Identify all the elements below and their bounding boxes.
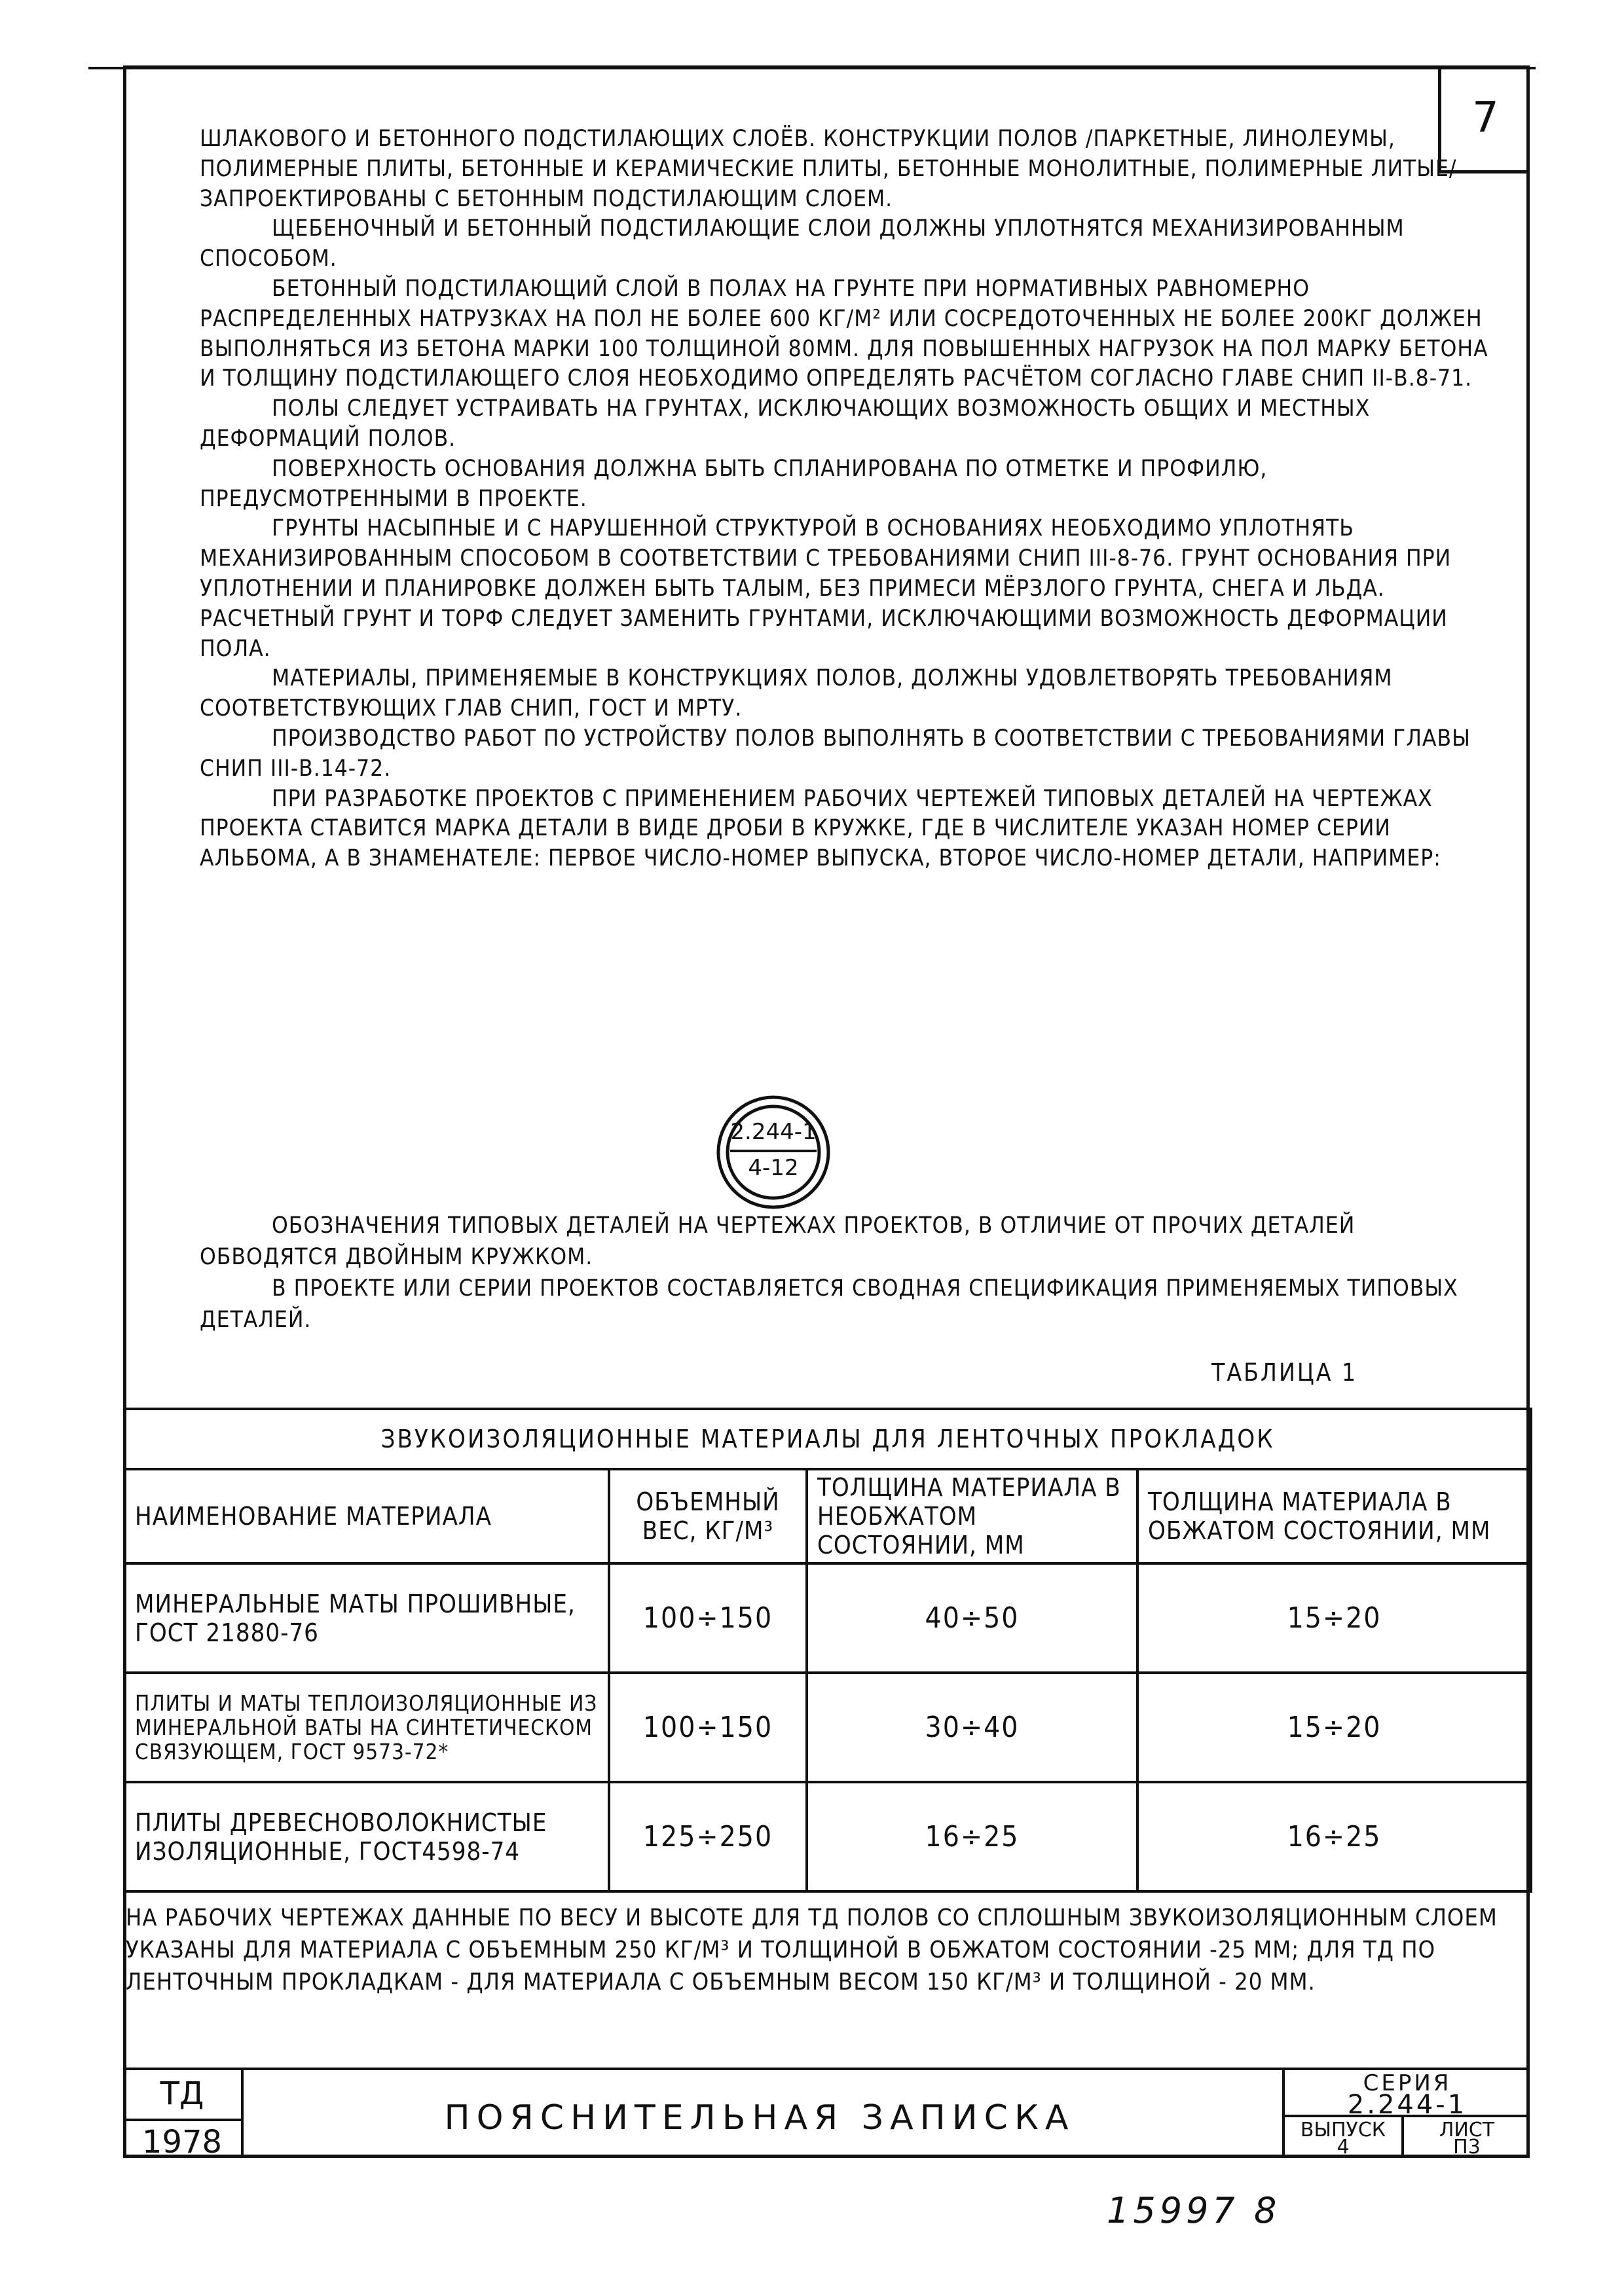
column-header: НАИМЕНОВАНИЕ МАТЕРИАЛА	[124, 1469, 609, 1563]
sheet-label: ЛИСТ	[1439, 2119, 1495, 2141]
table-cell: ПЛИТЫ И МАТЫ ТЕПЛОИЗОЛЯЦИОННЫЕ ИЗ МИНЕРАЛЬНОЙ ВАТЫ НА СИНТЕТИЧЕСКОМ СВЯЗУЮЩЕМ, ГОСТ 9573-72*	[124, 1673, 609, 1782]
materials-table	[123, 1408, 1530, 1893]
note-paragraph: НА РАБОЧИХ ЧЕРТЕЖАХ ДАННЫЕ ПО ВЕСУ И ВЫСОТЕ ДЛЯ ТД ПОЛОВ СО СПЛОШНЫМ ЗВУКОИЗОЛЯЦИОННЫМ СЛОЕМ УКАЗАНЫ ДЛЯ МАТЕРИАЛА С ОБЪЕМНЫМ 250 КГ/М³ И ТОЛЩИНОЙ В ОБЖАТОМ СОСТОЯНИИ -25 ММ; ДЛЯ ТД ПО ЛЕНТОЧНЫМ ПРОКЛАДКАМ - ДЛЯ МАТЕРИАЛА С ОБЪЕМНЫМ ВЕСОМ 150 КГ/М³ И ТОЛЩИНОЙ - 20 ММ.	[126, 1904, 1498, 1995]
double-circle-icon	[716, 1095, 831, 1210]
mark-numerator: 2.244-1	[730, 1119, 817, 1145]
footer-number: 15997 8	[1107, 2190, 1281, 2231]
table-cell: 16÷25	[807, 1782, 1137, 1891]
paragraph: В ПРОЕКТЕ ИЛИ СЕРИИ ПРОЕКТОВ СОСТАВЛЯЕТСЯ СВОДНАЯ СПЕЦИФИКАЦИЯ ПРИМЕНЯЕМЫХ ТИПОВЫХ ДЕТАЛЕЙ.	[200, 1275, 1466, 1333]
column-header: ТОЛЩИНА МАТЕРИАЛА В НЕОБЖАТОМ СОСТОЯНИИ, ММ	[807, 1469, 1137, 1563]
column-header: ОБЪЕМНЫЙ ВЕС, КГ/М³	[609, 1469, 807, 1563]
sheet-value: П3	[1453, 2136, 1481, 2159]
sheet-number: 7	[1438, 65, 1530, 173]
table-cell: 100÷150	[609, 1563, 807, 1673]
issue-label: ВЫПУСК	[1300, 2119, 1386, 2141]
note-text	[126, 1902, 1521, 1998]
table-label: ТАБЛИЦА 1	[1211, 1358, 1358, 1387]
paragraph: ПРОИЗВОДСТВО РАБОТ ПО УСТРОЙСТВУ ПОЛОВ ВЫПОЛНЯТЬ В СООТВЕТСТВИИ С ТРЕБОВАНИЯМИ ГЛАВЫ СНИП III-В.14-72.	[200, 725, 1478, 782]
table-cell: 100÷150	[609, 1673, 807, 1782]
stamp-year: 1978	[141, 2124, 223, 2160]
mark-denominator: 4-12	[748, 1155, 799, 1181]
table-row	[124, 1782, 1531, 1891]
body-text-2	[200, 1210, 1496, 1336]
table-cell: ПЛИТЫ ДРЕВЕСНОВОЛОКНИСТЫЕ ИЗОЛЯЦИОННЫЕ, ГОСТ4598-74	[124, 1782, 609, 1891]
paragraph: ЩЕБЕНОЧНЫЙ И БЕТОННЫЙ ПОДСТИЛАЮЩИЕ СЛОИ ДОЛЖНЫ УПЛОТНЯТСЯ МЕХАНИЗИРОВАННЫМ СПОСОБОМ.	[200, 215, 1412, 272]
paragraph: ПОВЕРХНОСТЬ ОСНОВАНИЯ ДОЛЖНА БЫТЬ СПЛАНИРОВАНА ПО ОТМЕТКЕ И ПРОФИЛЮ, ПРЕДУСМОТРЕННЫМИ В ПРОЕКТЕ.	[200, 455, 1275, 512]
paragraph: ГРУНТЫ НАСЫПНЫЕ И С НАРУШЕННОЙ СТРУКТУРОЙ В ОСНОВАНИЯХ НЕОБХОДИМО УПЛОТНЯТЬ МЕХАНИЗИРОВАННЫМ СПОСОБОМ В СООТВЕТСТВИИ С ТРЕБОВАНИЯМИ СНИП III-8-76. ГРУНТ ОСНОВАНИЯ ПРИ УПЛОТНЕНИИ И ПЛАНИРОВКЕ ДОЛЖЕН БЫТЬ ТАЛЫМ, БЕЗ ПРИМЕСИ МЁРЗЛОГО ГРУНТА, СНЕГА И ЛЬДА. РАСЧЕТНЫЙ ГРУНТ И ТОРФ СЛЕДУЕТ ЗАМЕНИТЬ ГРУНТАМИ, ИСКЛЮЧАЮЩИМИ ВОЗМОЖНОСТЬ ДЕФОРМАЦИИ ПОЛА.	[200, 515, 1459, 662]
body-text	[200, 124, 1496, 874]
issue-value: 4	[1337, 2136, 1350, 2159]
paragraph: ПРИ РАЗРАБОТКЕ ПРОЕКТОВ С ПРИМЕНЕНИЕМ РАБОЧИХ ЧЕРТЕЖЕЙ ТИПОВЫХ ДЕТАЛЕЙ НА ЧЕРТЕЖАХ ПРОЕКТА СТАВИТСЯ МАРКА ДЕТАЛИ В ВИДЕ ДРОБИ В КРУЖКЕ, ГДЕ В ЧИСЛИТЕЛЕ УКАЗАН НОМЕР СЕРИИ АЛЬБОМА, А В ЗНАМЕНАТЕЛЕ: ПЕРВОЕ ЧИСЛО-НОМЕР ВЫПУСКА, ВТОРОЕ ЧИСЛО-НОМЕР ДЕТАЛИ, НАПРИМЕР:	[200, 785, 1441, 872]
column-header: ТОЛЩИНА МАТЕРИАЛА В ОБЖАТОМ СОСТОЯНИИ, ММ	[1137, 1469, 1531, 1563]
table-caption: ЗВУКОИЗОЛЯЦИОННЫЕ МАТЕРИАЛЫ ДЛЯ ЛЕНТОЧНЫХ ПРОКЛАДОК	[124, 1409, 1531, 1469]
table-cell: 30÷40	[807, 1673, 1137, 1782]
paragraph: ПОЛЫ СЛЕДУЕТ УСТРАИВАТЬ НА ГРУНТАХ, ИСКЛЮЧАЮЩИХ ВОЗМОЖНОСТЬ ОБЩИХ И МЕСТНЫХ ДЕФОРМАЦИЙ ПОЛОВ.	[200, 395, 1378, 452]
table-cell: МИНЕРАЛЬНЫЕ МАТЫ ПРОШИВНЫЕ, ГОСТ 21880-76	[124, 1563, 609, 1673]
series-value: 2.244-1	[1347, 2090, 1467, 2120]
stamp-code: ТД	[160, 2075, 204, 2112]
table-cell: 15÷20	[1137, 1563, 1531, 1673]
table-cell: 125÷250	[609, 1782, 807, 1891]
paragraph: МАТЕРИАЛЫ, ПРИМЕНЯЕМЫЕ В КОНСТРУКЦИЯХ ПОЛОВ, ДОЛЖНЫ УДОВЛЕТВОРЯТЬ ТРЕБОВАНИЯМ СООТВЕТСТВУЮЩИХ ГЛАВ СНИП, ГОСТ И МРТУ.	[200, 665, 1400, 722]
table-cell: 15÷20	[1137, 1673, 1531, 1782]
detail-mark-example	[716, 1095, 831, 1210]
document-title: ПОЯСНИТЕЛЬНАЯ ЗАПИСКА	[444, 2098, 1075, 2138]
table-row	[124, 1563, 1531, 1673]
stamp-divider	[123, 2119, 241, 2121]
paragraph: БЕТОННЫЙ ПОДСТИЛАЮЩИЙ СЛОЙ В ПОЛАХ НА ГРУНТЕ ПРИ НОРМАТИВНЫХ РАВНОМЕРНО РАСПРЕДЕЛЕННЫХ НАТРУЗКАХ НА ПОЛ НЕ БОЛЕЕ 600 КГ/М² ИЛИ СОСРЕДОТОЧЕННЫХ НЕ БОЛЕЕ 200КГ ДОЛЖЕН ВЫПОЛНЯТЬСЯ ИЗ БЕТОНА МАРКИ 100 ТОЛЩИНОЙ 80ММ. ДЛЯ ПОВЫШЕННЫХ НАГРУЗОК НА ПОЛ МАРКУ БЕТОНА И ТОЛЩИНУ ПОДСТИЛАЮЩЕГО СЛОЯ НЕОБХОДИМО ОПРЕДЕЛЯТЬ РАСЧЁТОМ СОГЛАСНО ГЛАВЕ СНИП II-В.8-71.	[200, 275, 1496, 392]
paragraph: ОБОЗНАЧЕНИЯ ТИПОВЫХ ДЕТАЛЕЙ НА ЧЕРТЕЖАХ ПРОЕКТОВ, В ОТЛИЧИЕ ОТ ПРОЧИХ ДЕТАЛЕЙ ОБВОДЯТСЯ ДВОЙНЫМ КРУЖКОМ.	[200, 1212, 1363, 1270]
paragraph: ШЛАКОВОГО И БЕТОННОГО ПОДСТИЛАЮЩИХ СЛОЁВ. КОНСТРУКЦИИ ПОЛОВ /ПАРКЕТНЫЕ, ЛИНОЛЕУМЫ, ПОЛИМЕРНЫЕ ПЛИТЫ, БЕТОННЫЕ И КЕРАМИЧЕСКИЕ ПЛИТЫ, БЕТОННЫЕ МОНОЛИТНЫЕ, ПОЛИМЕРНЫЕ ЛИТЫЕ/ ЗАПРОЕКТИРОВАНЫ С БЕТОННЫМ ПОДСТИЛАЮЩИМ СЛОЕМ.	[200, 126, 1464, 212]
series-label: СЕРИЯ	[1363, 2070, 1452, 2096]
table-row	[124, 1673, 1531, 1782]
stamp-divider	[241, 2068, 244, 2158]
table-cell: 16÷25	[1137, 1782, 1531, 1891]
table-cell: 40÷50	[807, 1563, 1137, 1673]
